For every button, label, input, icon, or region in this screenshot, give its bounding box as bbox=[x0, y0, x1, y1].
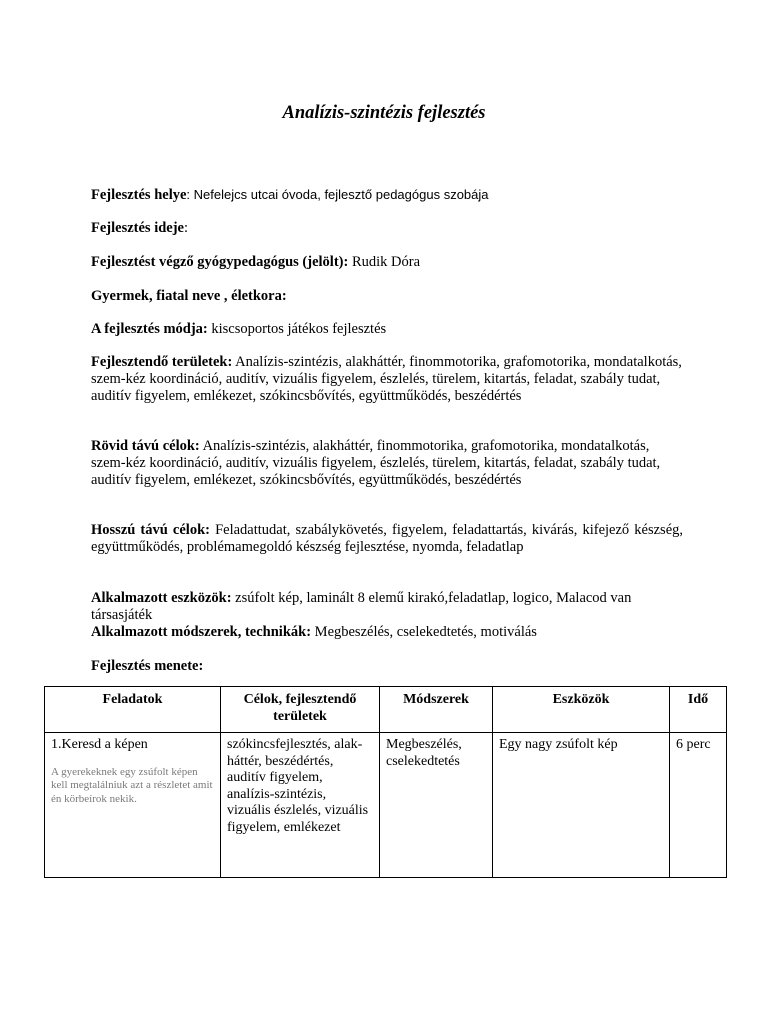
field-eszkozok-label: Alkalmazott eszközök: bbox=[91, 590, 232, 606]
field-gyermek bbox=[91, 288, 683, 305]
field-modja-label: A fejlesztés módja: bbox=[91, 321, 208, 337]
header-celok: Célok, fejlesztendő területek bbox=[221, 687, 380, 733]
field-teruletek-label: Fejlesztendő területek: bbox=[91, 354, 233, 370]
task-title: 1.Keresd a képen bbox=[51, 737, 148, 752]
field-ideje bbox=[91, 220, 683, 237]
task-note: A gyerekeknek egy zsúfolt képen kell megtalálniuk azt a részletet amit én körbeírok nekik. bbox=[51, 765, 213, 805]
table-header-row bbox=[45, 687, 727, 733]
field-vegzo-label: Fejlesztést végző gyógypedagógus (jelölt): bbox=[91, 254, 349, 270]
field-vegzo-value: Rudik Dóra bbox=[348, 254, 420, 270]
table-row bbox=[45, 733, 727, 878]
header-modszerek: Módszerek bbox=[380, 687, 493, 733]
header-eszkozok: Eszközök bbox=[493, 687, 670, 733]
field-hosszu-value: Feladattudat, szabálykövetés, figyelem, feladattartás, kivárás, kifejező készség, együttműködés, problémamegoldó készség fejlesztése, nyomda, feladatlap bbox=[91, 522, 684, 555]
field-eszkozok-value: zsúfolt kép, laminált 8 elemű kirakó,feladatlap, logico, Malacod van társasjáték bbox=[91, 590, 632, 623]
field-hosszu-label: Hosszú távú célok: bbox=[91, 522, 210, 538]
field-menete-label: Fejlesztés menete: bbox=[91, 658, 204, 674]
field-ideje-value: : bbox=[184, 220, 189, 236]
field-teruletek bbox=[91, 354, 683, 405]
header-feladatok: Feladatok bbox=[45, 687, 221, 733]
field-modszerek-value: Megbeszélés, cselekedtetés, motiválás bbox=[311, 624, 537, 640]
field-modja-value: kiscsoportos játékos fejlesztés bbox=[207, 321, 387, 337]
field-rovid-label: Rövid távú célok: bbox=[91, 438, 200, 454]
cell-ido: 6 perc bbox=[670, 733, 727, 878]
field-modszerek-label: Alkalmazott módszerek, technikák: bbox=[91, 624, 312, 640]
field-ideje-label: Fejlesztés ideje bbox=[91, 220, 184, 236]
document-title: Analízis-szintézis fejlesztés bbox=[282, 103, 486, 123]
cell-modszerek: Megbeszélés, cselekedtetés bbox=[380, 733, 493, 878]
field-rovid bbox=[91, 438, 683, 489]
field-eszkozok bbox=[91, 590, 683, 624]
plan-table bbox=[44, 686, 727, 878]
field-menete bbox=[91, 658, 683, 675]
cell-eszkozok: Egy nagy zsúfolt kép bbox=[493, 733, 670, 878]
field-rovid-value: Analízis-szintézis, alakháttér, finommotorika, grafomotorika, mondatalkotás, szem-kéz koordináció, auditív, vizuális figyelem, észlelés, türelem, kitartás, feladat, szabály tudat, auditív figyelem, emlékezet, szókincsbővítés, együttműködés, beszédértés bbox=[91, 438, 661, 488]
header-ido: Idő bbox=[670, 687, 727, 733]
field-helye-value: : Nefelejcs utcai óvoda, fejlesztő pedagógus szobája bbox=[186, 187, 489, 202]
cell-celok: szókincsfejlesztés, alak-háttér, beszédértés, auditív figyelem, analízis-szintézis, vizuális észlelés, vizuális figyelem, emlékezet bbox=[221, 733, 380, 878]
field-teruletek-value: Analízis-szintézis, alakháttér, finommotorika, grafomotorika, mondatalkotás, szem-kéz koordináció, auditív, vizuális figyelem, észlelés, türelem, kitartás, feladat, szabály tudat, auditív figyelem, emlékezet, szókincsbővítés, együttműködés, beszédértés bbox=[91, 354, 682, 404]
field-helye-label: Fejlesztés helye bbox=[91, 187, 187, 203]
field-vegzo bbox=[91, 254, 683, 271]
field-helye bbox=[91, 186, 683, 204]
field-modja bbox=[91, 321, 683, 338]
field-modszerek bbox=[91, 624, 683, 641]
cell-feladat bbox=[45, 733, 221, 878]
field-gyermek-label: Gyermek, fiatal neve , életkora: bbox=[91, 288, 287, 304]
field-hosszu bbox=[91, 522, 683, 556]
